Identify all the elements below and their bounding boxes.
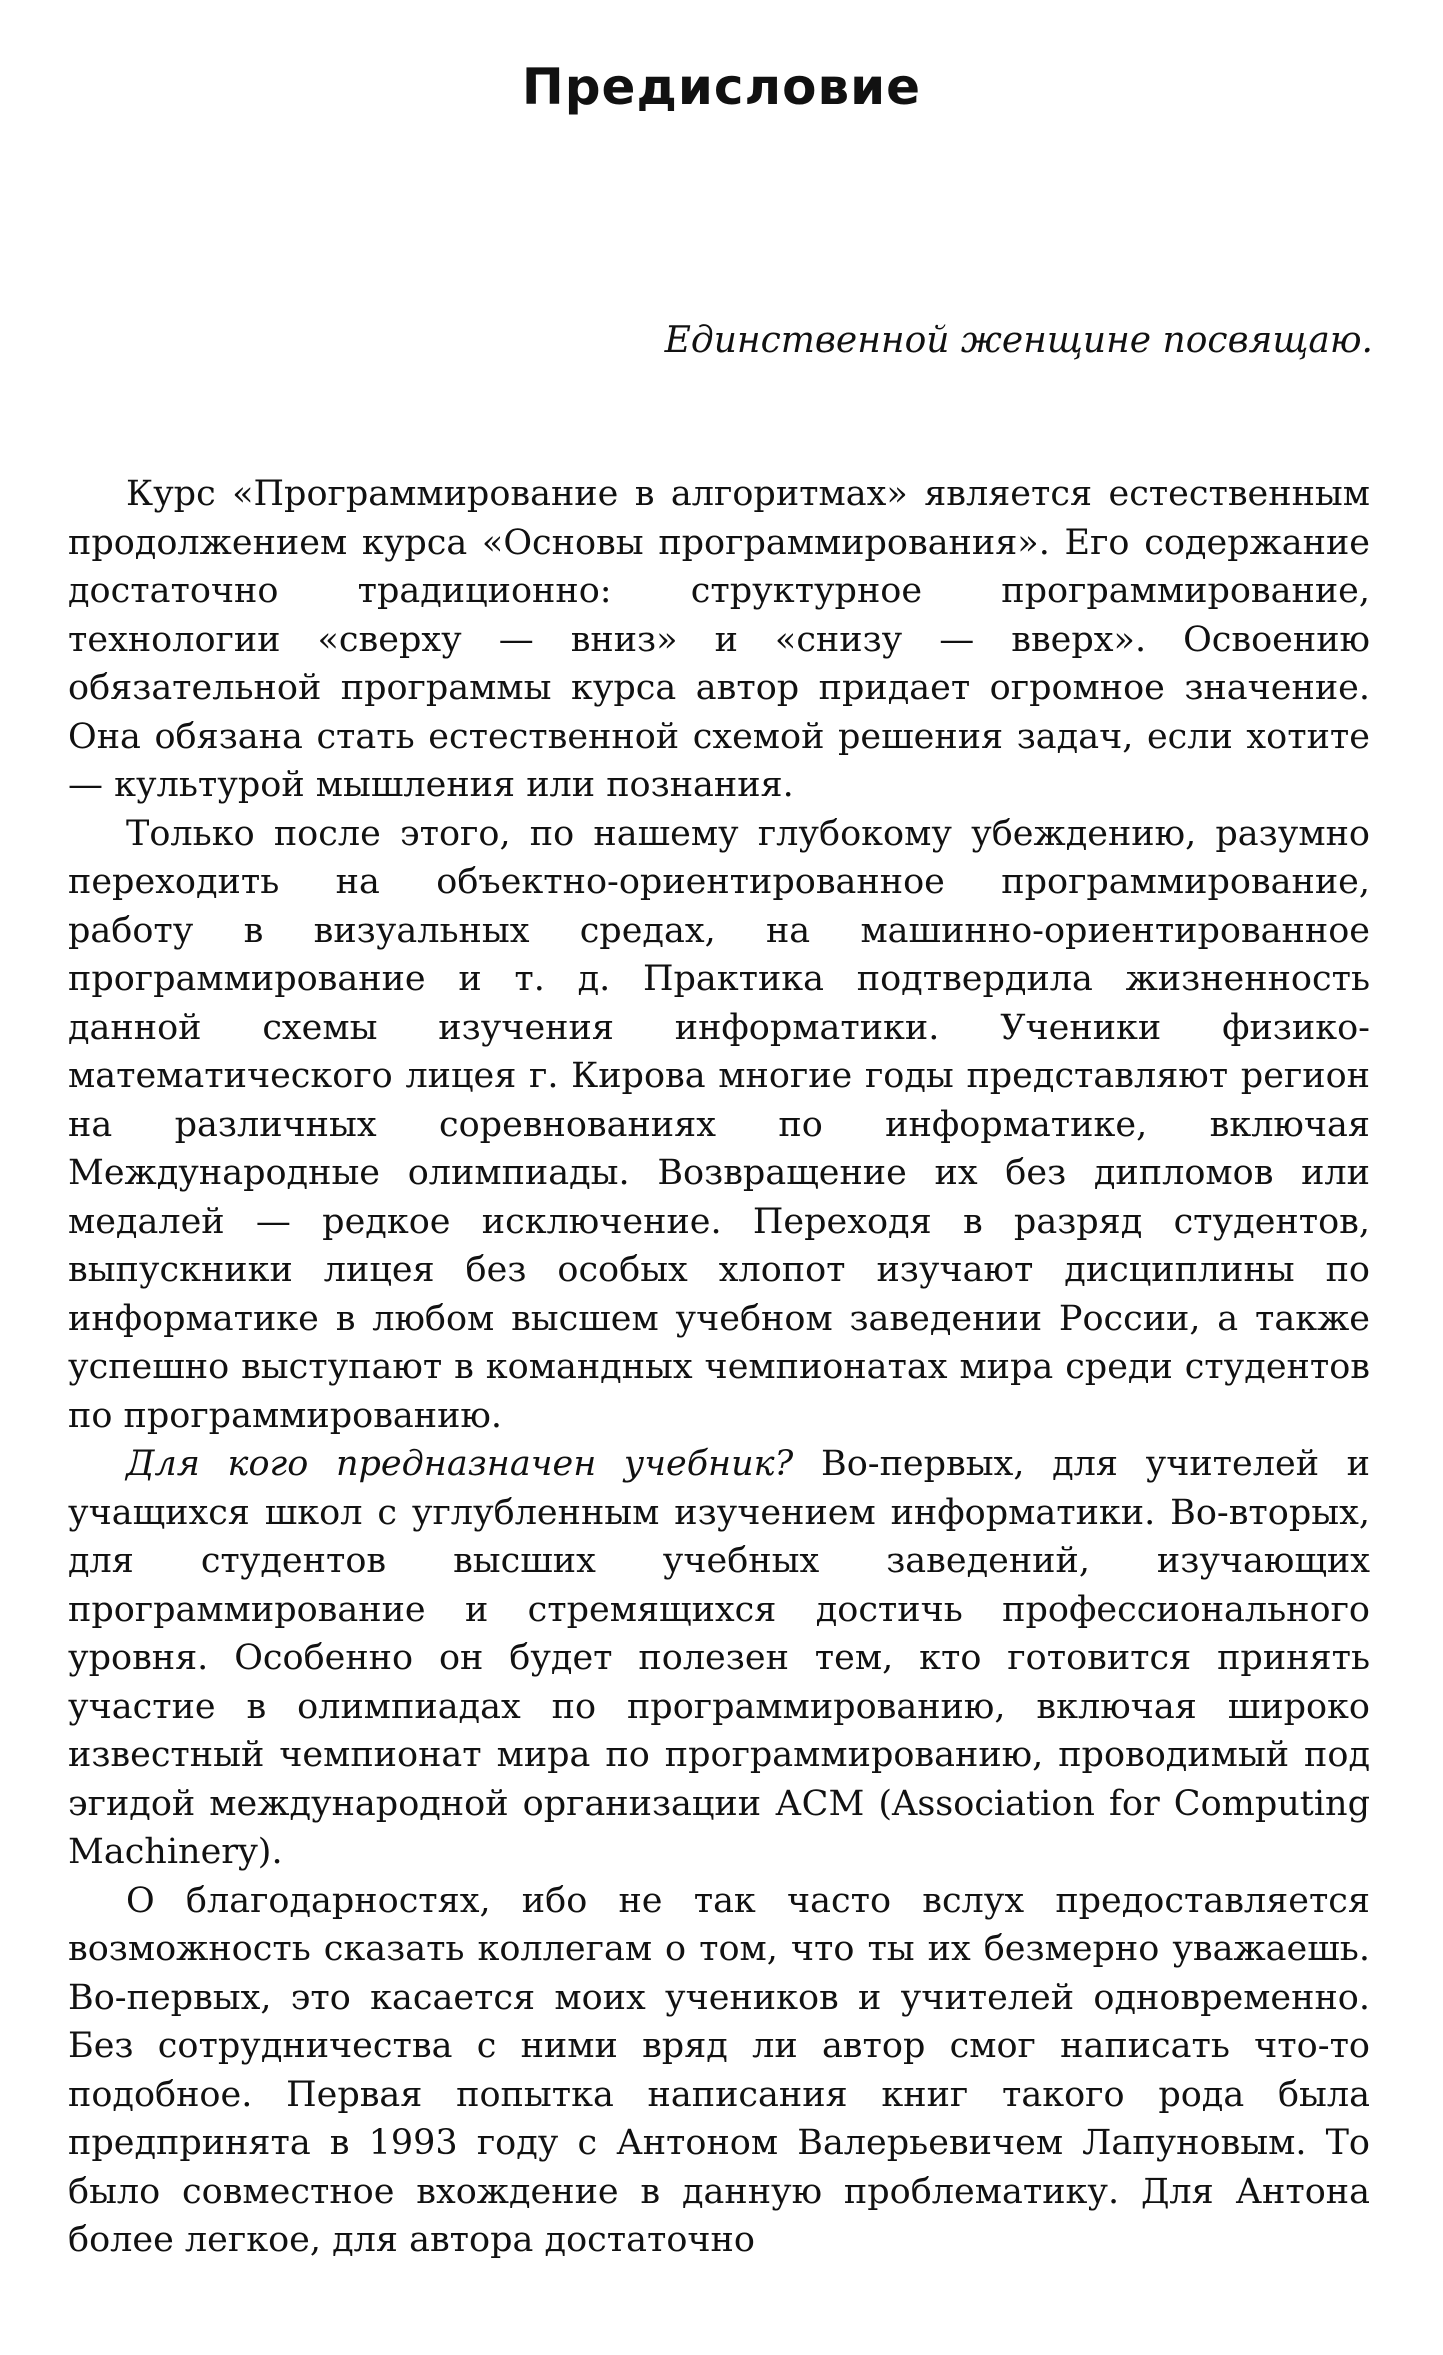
dedication: Единственной женщине посвящаю. bbox=[664, 320, 1373, 361]
page-title: Предисловие bbox=[521, 58, 922, 116]
paragraph-2-text: Только после этого, по нашему глубокому убеждению, разумно переходить на объектно-ориентированное программирование, работу в визуальных средах, на машинно-ориентированное программирование и т. д. Практика подтвердила жизненность данной схемы изучения информатики. Ученики физико-математического лицея г. Кирова многие годы представляют регион на различных соревнованиях по информатике, включая Международные олимпиады. Возвращение их без дипломов или медалей — редкое исключение. Переходя в разряд студентов, выпускники лицея без особых хлопот изучают дисциплины по информатике в любом высшем учебном заведении России, а также успешно выступают в командных чемпионатах мира среди студентов по программированию. bbox=[68, 813, 1370, 1436]
paragraph-3-text: Во-первых, для учителей и учащихся школ с углубленным изучением информатики. Во-вторых, для студентов высших учебных заведений, изучающих программирование и стремящихся достичь профессионального уровня. Особенно он будет полезен тем, кто готовится принять участие в олимпиадах по программированию, включая широко известный чемпионат мира по программированию, проводимый под эгидой международной организации АСМ (Association for Computing Machinery). bbox=[68, 1444, 1371, 1872]
body-text bbox=[68, 470, 1370, 2265]
paragraph-3-italic-lead: Для кого предназначен учебник? bbox=[126, 1444, 794, 1484]
paragraph-3 bbox=[68, 1440, 1370, 1877]
paragraph-4 bbox=[68, 1877, 1370, 2265]
paragraph-4-text: О благодарностях, ибо не так часто вслух предоставляется возможность сказать коллегам о том, что ты их безмерно уважаешь. Во-первых, это касается моих учеников и учителей одновременно. Без сотрудничества с ними вряд ли автор смог написать что-то подобное. Первая попытка написания книг такого рода была предпринята в 1993 году с Антоном Валерьевичем Лапуновым. То было совместное вхождение в данную проблематику. Для Антона более легкое, для автора достаточно bbox=[68, 1880, 1370, 2260]
paragraph-2 bbox=[68, 810, 1370, 1441]
paragraph-1-text: Курс «Программирование в алгоритмах» является естественным продолжением курса «Основы программирования». Его содержание достаточно традиционно: структурное программирование, технологии «сверху — вниз» и «снизу — вверх». Освоению обязательной программы курса автор придает огромное значение. Она обязана стать естественной схемой решения задач, если хотите — культурой мышления или познания. bbox=[68, 474, 1370, 805]
paragraph-1 bbox=[68, 470, 1370, 810]
